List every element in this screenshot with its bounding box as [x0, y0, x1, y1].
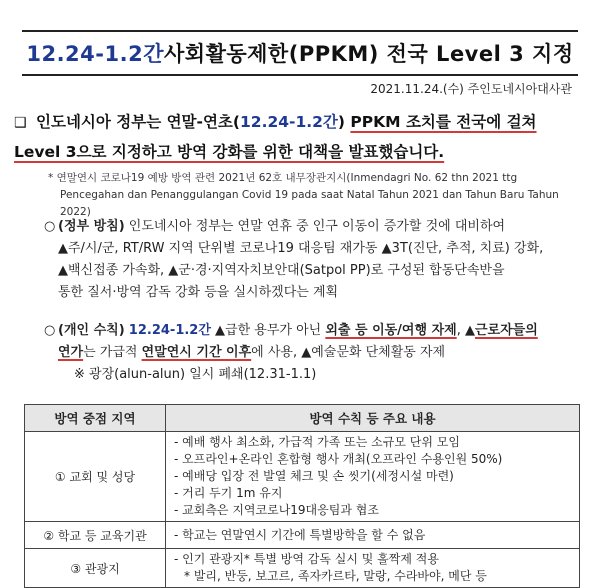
policy-heading: (정부 방침) [58, 219, 125, 234]
personal-heading: (개인 수칙) [58, 323, 125, 338]
title-dates: 12.24-1.2간 [26, 42, 164, 66]
table-row [25, 432, 580, 522]
header-measures: 방역 수칙 등 주요 내용 [166, 405, 580, 432]
items-cell [166, 522, 580, 549]
policy-line-2: ▲주/시/군, RT/RW 지역 단위별 코로나19 대응팀 재가동 ▲3T(진단, 추적, 치료) 강화, [58, 241, 544, 256]
area-cell: ① 교회 및 성당 [25, 432, 166, 522]
personal-text-3: 는 가급적 [83, 345, 142, 360]
personal-text-2: , ▲ [456, 323, 475, 338]
list-item: - 거리 두기 1m 유지 [174, 486, 283, 500]
list-item: - 오프라인+온라인 혼합형 행사 개최(오프라인 수용인원 50%) [174, 452, 503, 466]
policy-section [44, 216, 600, 304]
personal-period: 12.24-1.2간 [128, 323, 211, 338]
list-item: - 인기 관광지* 특별 방역 감독 실시 및 홀짝제 적용 [174, 552, 439, 566]
personal-note: ※ 광장(alun-alun) 일시 폐쇄(12.31-1.1) [74, 367, 317, 382]
page-title [22, 30, 578, 76]
area-cell: ③ 관광지 [25, 549, 166, 588]
list-item: - 예배당 입장 전 발열 체크 및 손 씻기(세정시설 마련) [174, 469, 454, 483]
footnote-line-1: * 연말연시 코로나19 예방 방역 관련 2021년 62호 내무장관지시(Inmendagri No. 62 thn 2021 ttg [48, 172, 518, 184]
lead-underlined-1: PPKM 조치를 전국에 걸쳐 [350, 113, 537, 131]
lead-part1: 인도네시아 정부는 연말-연초( [36, 113, 240, 131]
personal-text-4: 에 사용, ▲예술문화 단체활동 자제 [251, 345, 446, 360]
policy-line-3: ▲백신접종 가속화, ▲군·경·지역자치보안대(Satpol PP)로 구성된 합동단속반을 [58, 263, 505, 278]
footnote [48, 170, 588, 221]
personal-underline-3: 연가 [58, 345, 84, 360]
policy-line-1: 인도네시아 정부는 연말 연휴 중 인구 이동이 증가할 것에 대비하여 [128, 219, 506, 234]
lead-period: 12.24-1.2간 [240, 113, 338, 131]
list-item: - 학교는 연말연시 기간에 특별방학을 할 수 없음 [174, 527, 426, 542]
items-cell [166, 549, 580, 588]
personal-underline-1: 외출 등 이동/여행 자제 [325, 323, 457, 338]
personal-rules-section [44, 320, 600, 386]
circle-bullet-icon: ○ [44, 219, 56, 234]
table-row [25, 522, 580, 549]
list-item: - 교회측은 지역코로나19대응팀과 협조 [174, 503, 379, 517]
list-item: * 발리, 반둥, 보고르, 족자카르타, 말랑, 수라바야, 메단 등 [184, 569, 487, 583]
personal-underline-4: 연말연시 기간 이후 [141, 345, 252, 360]
footnote-line-2: Pencegahan dan Penanggulangan Covid 19 pada saat Natal Tahun 2021 dan Tahun Baru Tahun 2022) [60, 189, 559, 218]
lead-underlined-2: Level 3으로 지정하고 방역 강화를 위한 대책을 발표했습니다. [14, 143, 445, 161]
personal-underline-2: 근로자들의 [474, 323, 538, 338]
items-cell [166, 432, 580, 522]
table-row [25, 549, 580, 588]
area-cell: ② 학교 등 교육기관 [25, 522, 166, 549]
personal-text-1: ▲급한 용무가 아닌 [210, 323, 326, 338]
header-area: 방역 중점 지역 [25, 405, 166, 432]
circle-bullet-icon: ○ [44, 323, 56, 338]
date-embassy-line: 2021.11.24.(수) 주인도네시아대사관 [370, 82, 572, 96]
list-item: - 예배 행사 최소화, 가급적 가족 또는 소규모 단위 모임 [174, 435, 460, 449]
policy-line-4: 통한 질서·방역 감독 강화 등을 실시하겠다는 계획 [58, 285, 339, 300]
square-bullet-icon: ❑ [14, 115, 27, 131]
table-header-row [25, 405, 580, 432]
lead-part2: ) [337, 113, 351, 131]
title-rest: 사회활동제한(PPKM) 전국 Level 3 지정 [164, 42, 574, 66]
measures-table [24, 404, 580, 588]
lead-paragraph [14, 108, 586, 167]
